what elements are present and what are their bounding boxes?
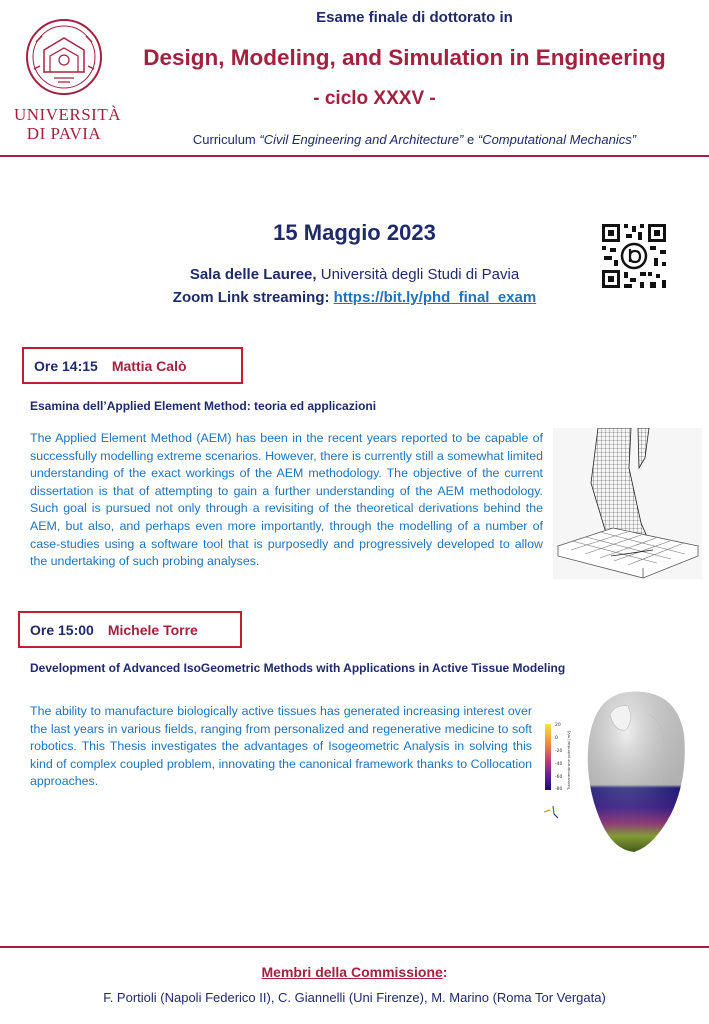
colorbar-tick: 0 <box>555 736 558 741</box>
talk-1-abstract: The Applied Element Method (AEM) has been in the recent years reported to be capable of successfully modelling extreme scenarios. However, there is currently still a somewhat limited understanding of the exact workings of the AEM methodology. The objective of the current dissertation is that of attempting to gain a further understanding of the AEM methodology. Such goal is pursued not only through a revisiting of the theoretical derivations behind the AEM, but also, and perhaps even more importantly, through the modelling of a number of case-studies using a software tool that is purposedly and progressively developed to allow the undertaking of such probing analyses. <box>30 431 543 569</box>
aem-model-figure <box>553 428 702 579</box>
curriculum-and: e <box>463 132 478 147</box>
footer-divider <box>0 946 709 948</box>
qr-code-icon[interactable] <box>600 222 668 290</box>
zoom-label: Zoom Link streaming: <box>172 289 334 306</box>
talk-2-title: Development of Advanced IsoGeometric Methods with Applications in Active Tissue Modeling <box>30 661 566 675</box>
talk-2-time: Ore 15:00 <box>30 621 94 638</box>
colorbar-tick: 20 <box>555 723 561 728</box>
committee-heading-colon: : <box>442 964 448 980</box>
curriculum-line <box>120 132 709 147</box>
venue-label: Sala delle Lauree, <box>189 266 317 283</box>
colorbar-label: Transmembrane potential [mV] <box>566 730 571 790</box>
logo-line-1: UNIVERSITÀ <box>14 105 121 124</box>
committee-heading <box>0 964 709 980</box>
talk-2-header-box <box>18 611 242 648</box>
exam-title: Esame finale di dottorato in <box>316 9 513 26</box>
cycle-label: - ciclo XXXV - <box>313 88 436 109</box>
university-logo <box>14 14 121 143</box>
talk-1-time: Ore 14:15 <box>34 357 98 374</box>
talk-1-header-box <box>22 347 243 384</box>
committee-members: F. Portioli (Napoli Federico II), C. Giannelli (Uni Firenze), M. Marino (Roma Tor Vergata) <box>103 990 606 1005</box>
colorbar-tick: -40 <box>555 762 563 767</box>
program-title: Design, Modeling, and Simulation in Engineering <box>143 45 666 70</box>
colorbar <box>545 724 551 790</box>
curriculum-2: “Computational Mechanics” <box>477 132 637 147</box>
header-divider <box>0 155 709 157</box>
committee-heading-text: Membri della Commissione <box>261 964 443 980</box>
university-seal-icon <box>14 14 114 100</box>
event-date: 15 Maggio 2023 <box>273 220 436 245</box>
curriculum-prefix: Curriculum <box>192 132 260 147</box>
zoom-link[interactable]: https://bit.ly/phd_final_exam <box>333 289 537 306</box>
talk-2-speaker: Michele Torre <box>107 621 198 638</box>
zoom-line <box>0 289 709 306</box>
curriculum-1: “Civil Engineering and Architecture” <box>259 132 464 147</box>
talk-1-speaker: Mattia Calò <box>111 357 187 374</box>
tissue-model-figure <box>536 684 706 854</box>
colorbar-tick: -80 <box>555 787 563 792</box>
talk-1-title: Esamina dell’Applied Element Method: teoria ed applicazioni <box>30 399 377 413</box>
talk-2-abstract: The ability to manufacture biologically active tissues has generated increasing interest over the last years in various fields, ranging from personalized and regenerative medicine to soft robotics. This Thesis investigates the advantages of Isogeometric Analysis in solving this kind of complex coupled problem, innovating the canonical framework thanks to Collocation approaches. <box>30 704 532 789</box>
colorbar-tick: -20 <box>555 749 563 754</box>
logo-line-2: DI PAVIA <box>26 124 102 143</box>
venue: Università degli Studi di Pavia <box>316 266 520 283</box>
colorbar-tick: -60 <box>555 775 563 780</box>
